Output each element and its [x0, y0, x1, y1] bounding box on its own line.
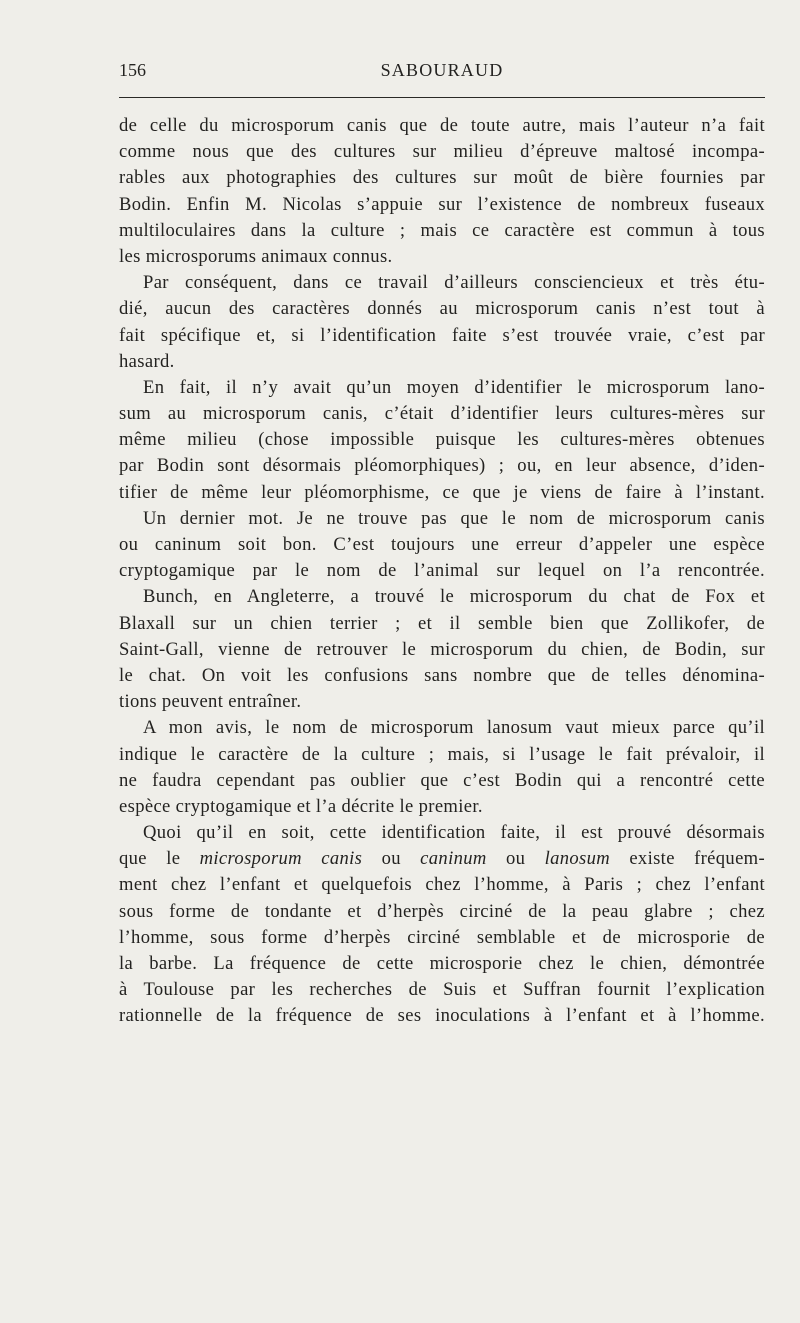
page-number: 156 — [119, 60, 146, 80]
running-title: SABOURAUD — [380, 60, 504, 80]
text-line: Blaxall sur un chien terrier ; et il semble bien que Zollikofer, de — [119, 612, 765, 634]
italic-term: microsporum canis — [199, 848, 363, 870]
text-line: de celle du microsporum canis que de toute autre, mais l’auteur n’a fait — [119, 115, 765, 136]
text-line: tifier de même leur pléomorphisme, ce que je viens de faire à l’instant. — [119, 481, 765, 503]
text-line: fait spécifique et, si l’identification faite s’est trouvée vraie, c’est par — [119, 324, 765, 346]
text-line: ou caninum soit bon. C’est toujours une erreur d’appeler une espèce — [119, 534, 765, 555]
text-line — [119, 846, 765, 872]
text-line: A mon avis, le nom de microsporum lanosum vaut mieux parce qu’il — [143, 717, 765, 739]
text-line: Par conséquent, dans ce travail d’ailleurs consciencieux et très étu- — [143, 272, 765, 294]
text-line: l’homme, sous forme d’herpès circiné semblable et de microsporie de — [119, 926, 765, 948]
text-line: Quoi qu’il en soit, cette identification faite, il est prouvé désormais — [143, 822, 765, 844]
text-line: ment chez l’enfant et quelquefois chez l’homme, à Paris ; chez l’enfant — [119, 874, 765, 896]
text-line: Saint-Gall, vienne de retrouver le microsporum du chien, de Bodin, sur — [119, 638, 765, 660]
text-line: la barbe. La fréquence de cette microsporie chez le chien, démontrée — [119, 953, 765, 974]
text-line: indique le caractère de la culture ; mais, si l’usage le fait prévaloir, il — [119, 743, 765, 765]
text-fragment: ou — [486, 848, 545, 870]
italic-term: lanosum — [544, 848, 611, 870]
text-line: comme nous que des cultures sur milieu d’épreuve maltosé incompa- — [119, 141, 765, 163]
body-text — [119, 113, 765, 1030]
text-line: le chat. On voit les confusions sans nombre que de telles dénomina- — [119, 664, 765, 686]
text-line: les microsporums animaux connus. — [119, 245, 393, 267]
text-fragment: existe fréquem- — [610, 848, 766, 870]
text-line: dié, aucun des caractères donnés au microsporum canis n’est tout à — [119, 298, 765, 320]
text-fragment: ou — [362, 848, 421, 870]
text-line: à Toulouse par les recherches de Suis et Suffran fournit l’explication — [119, 979, 765, 1001]
text-line: espèce cryptogamique et l’a décrite le premier. — [119, 795, 483, 817]
text-fragment: que le — [119, 848, 200, 870]
text-line: sous forme de tondante et d’herpès circiné de la peau glabre ; chez — [119, 900, 765, 922]
text-line: multiloculaires dans la culture ; mais ce caractère est commun à tous — [119, 219, 765, 241]
text-line: rables aux photographies des cultures sur moût de bière fournies par — [119, 167, 765, 189]
text-line: Un dernier mot. Je ne trouve pas que le nom de microsporum canis — [143, 507, 765, 529]
text-line: Bodin. Enfin M. Nicolas s’appuie sur l’existence de nombreux fuseaux — [119, 193, 765, 215]
italic-term: caninum — [420, 848, 487, 870]
text-line: sum au microsporum canis, c’était d’identifier leurs cultures-mères sur — [119, 403, 765, 425]
text-line: tions peuvent entraîner. — [119, 691, 302, 713]
text-line: rationnelle de la fréquence de ses inoculations à l’enfant et à l’homme. — [119, 1005, 765, 1027]
text-line: ne faudra cependant pas oublier que c’est Bodin qui a rencontré cette — [119, 769, 765, 791]
text-line: cryptogamique par le nom de l’animal sur lequel on l’a rencontrée. — [119, 560, 765, 582]
text-line: même milieu (chose impossible puisque les cultures-mères obtenues — [119, 429, 765, 451]
text-line: par Bodin sont désormais pléomorphiques) ; ou, en leur absence, d’iden- — [119, 455, 765, 477]
text-line: En fait, il n’y avait qu’un moyen d’identifier le microsporum lano- — [143, 376, 765, 398]
header-rule — [119, 97, 765, 98]
text-line: Bunch, en Angleterre, a trouvé le microsporum du chat de Fox et — [143, 586, 765, 608]
text-line: hasard. — [119, 350, 175, 372]
page-header — [119, 60, 765, 86]
